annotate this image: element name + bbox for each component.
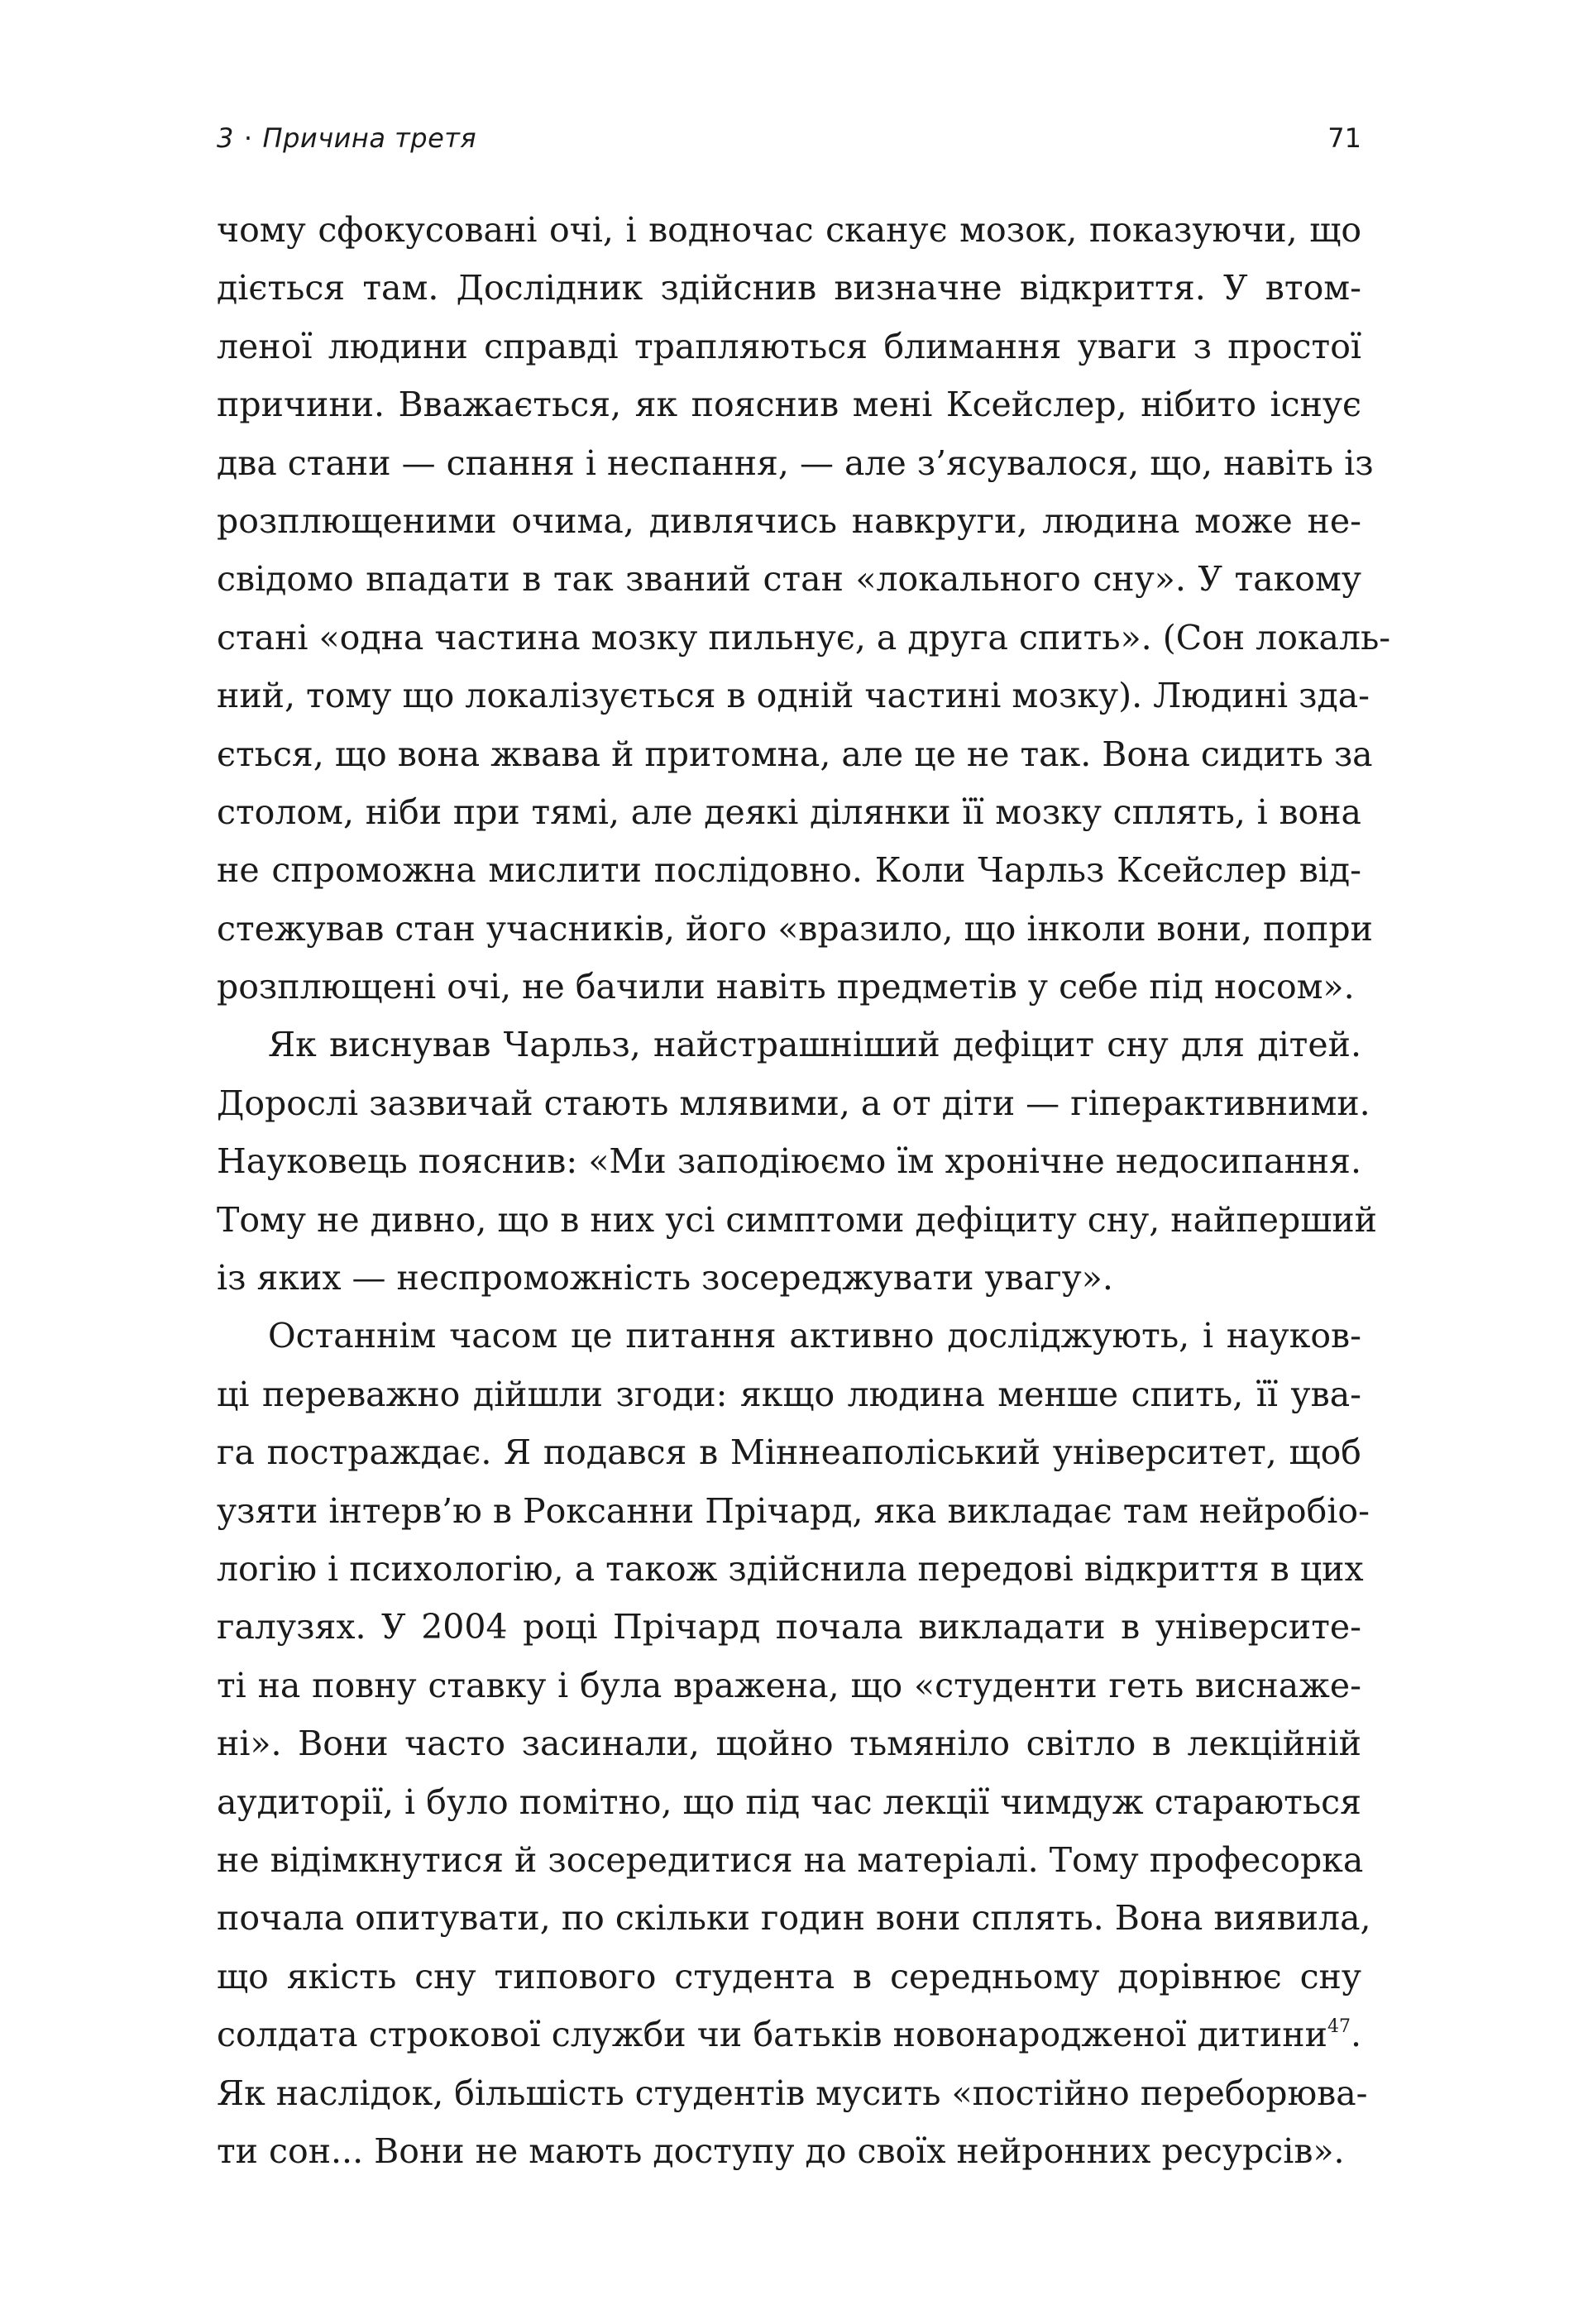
footnote-reference[interactable]: 47 <box>1327 2016 1351 2038</box>
text-line: Науковець пояснив: «Ми заподіюємо їм хронічне недосипання. <box>217 1141 1361 1182</box>
text-line: галузях. У 2004 році Прічард почала викладати в університе- <box>217 1607 1361 1647</box>
text-line: два стани — спання і неспання, — але з’ясувалося, що, навіть із <box>217 442 1374 483</box>
text-line: узяти інтерв’ю в Роксанни Прічард, яка викладає там нейробіо- <box>217 1490 1370 1531</box>
text-line: причини. Вважається, як пояснив мені Ксейслер, нібито існує <box>217 385 1361 425</box>
text-line: чому сфокусовані очі, і водночас сканує мозок, показуючи, що <box>217 210 1361 250</box>
text-line: діється там. Дослідник здійснив визначне відкриття. У втом- <box>217 268 1361 308</box>
chapter-heading <box>217 122 476 154</box>
running-head-separator: · <box>243 122 253 154</box>
text-line: Як виснував Чарльз, найстрашніший дефіцит сну для дітей. <box>268 1025 1361 1065</box>
chapter-title: Причина третя <box>262 122 477 154</box>
text-line: аудиторії, і було помітно, що під час лекції чимдуж стараються <box>217 1781 1361 1822</box>
running-head <box>217 122 1361 164</box>
text-line: леної людини справді трапляються блимання уваги з простої <box>217 326 1361 366</box>
body-text <box>217 201 1391 2180</box>
text-line: логію і психологію, а також здійснила передові відкриття в цих <box>217 1548 1364 1589</box>
text-line: ті на повну ставку і була вражена, що «студенти геть виснаже- <box>217 1665 1361 1705</box>
paragraph <box>217 1307 1371 2180</box>
text-line-content: солдата строкової служби чи батьків новонародженої дитини <box>217 2015 1327 2055</box>
text-line: свідомо впадати в так званий стан «локального сну». У такому <box>217 559 1361 600</box>
text-line: стежував стан учасників, його «вразило, що інколи вони, попри <box>217 908 1373 949</box>
text-line: розплющені очі, не бачили навіть предметів у себе під носом». <box>217 967 1355 1007</box>
text-line: ний, тому що локалізується в одній частині мозку). Людині зда- <box>217 676 1370 716</box>
text-line: стані «одна частина мозку пильнує, а друга спить». (Сон локаль- <box>217 617 1391 658</box>
text-line: столом, ніби при тямі, але деякі ділянки її мозку сплять, і вона <box>217 791 1361 832</box>
text-line: ти сон... Вони не мають доступу до своїх нейронних ресурсів». <box>217 2130 1345 2171</box>
text-line: не спроможна мислити послідовно. Коли Чарльз Ксейслер від- <box>217 850 1361 891</box>
paragraph <box>217 1016 1377 1307</box>
text-line: Дорослі зазвичай стають млявими, а от діти — гіперактивними. <box>217 1083 1370 1123</box>
text-line: Останнім часом це питання активно досліджують, і науков- <box>268 1316 1361 1356</box>
chapter-number: 3 <box>217 122 234 154</box>
text-line: розплющеними очима, дивлячись навкруги, людина може не- <box>217 500 1361 541</box>
text-line: почала опитувати, по скільки годин вони сплять. Вона виявила, <box>217 1898 1371 1939</box>
text-line: що якість сну типового студента в середньому дорівнює сну <box>217 1956 1361 1996</box>
text-line: солдата строкової служби чи батьків новонародженої дитини$^{47}$. <box>217 2015 1361 2055</box>
paragraph <box>217 201 1391 1016</box>
text-line: не відімкнутися й зосередитися на матеріалі. Тому професорка <box>217 1839 1364 1880</box>
page-number: 71 <box>1327 122 1361 154</box>
text-line: ється, що вона жвава й притомна, але це не так. Вона сидить за <box>217 734 1373 774</box>
text-line: Як наслідок, більшість студентів мусить «постійно переборюва- <box>217 2073 1368 2113</box>
text-line: ці переважно дійшли згоди: якщо людина менше спить, її ува- <box>217 1374 1361 1414</box>
text-line: Тому не дивно, що в них усі симптоми дефіциту сну, найперший <box>217 1199 1377 1240</box>
text-line: га постраждає. Я подався в Міннеаполіський університет, щоб <box>217 1432 1361 1473</box>
text-line: ні». Вони часто засинали, щойно тьмяніло світло в лекційній <box>217 1724 1361 1764</box>
text-line: із яких — неспроможність зосереджувати увагу». <box>217 1258 1113 1298</box>
